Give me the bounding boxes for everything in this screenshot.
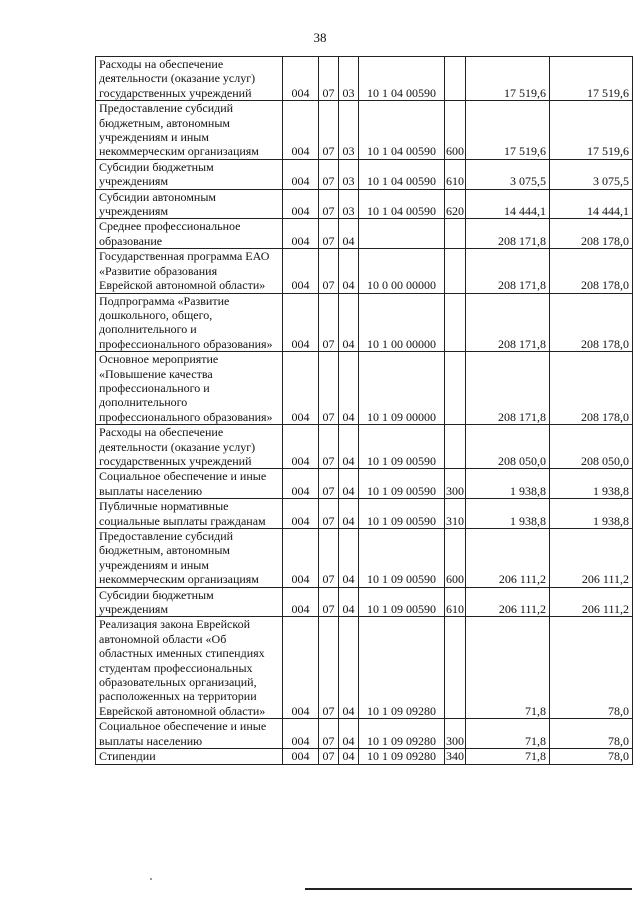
expense-type-cell: 340 [446, 749, 464, 764]
amount-year2-cell: 208 178,0 [550, 249, 633, 293]
expense-type-cell: 600 [445, 529, 466, 588]
target-article-cell: 10 1 09 00590 [359, 499, 445, 529]
amount-year2-cell: 1 938,8 [550, 469, 633, 499]
row-name-cell: Субсидии бюджетным учреждениям [96, 587, 283, 617]
subsection-code-cell: 03 [339, 159, 359, 189]
ministry-code-cell: 004 [283, 617, 319, 719]
amount-year1-cell: 208 171,8 [466, 293, 550, 352]
amount-year2-cell: 78,0 [550, 749, 633, 764]
amount-year1-cell: 17 519,6 [466, 57, 550, 101]
expense-type-cell: 300 [445, 719, 466, 749]
amount-year1-cell: 17 519,6 [466, 101, 550, 160]
page-number: 38 [313, 30, 327, 45]
expense-type-cell: 620 [445, 189, 466, 219]
table-row [96, 749, 633, 764]
amount-year2-cell: 78,0 [550, 719, 633, 749]
amount-year2-cell: 78,0 [550, 617, 633, 719]
section-code-cell: 07 [319, 587, 339, 617]
section-code-cell: 07 [319, 219, 339, 249]
subsection-code-cell: 03 [339, 101, 359, 160]
section-code-cell: 07 [319, 57, 339, 101]
row-name-cell: Среднее профессиональное образование [96, 219, 283, 249]
amount-year1-cell: 1 938,8 [466, 499, 550, 529]
expense-type-cell [445, 425, 466, 469]
budget-table [95, 56, 633, 765]
target-article-cell [359, 219, 445, 249]
target-article-cell: 10 1 09 09280 [359, 719, 445, 749]
ministry-code-cell: 004 [283, 57, 319, 101]
amount-year1-cell: 208 171,8 [466, 219, 550, 249]
subsection-code-cell: 04 [339, 425, 359, 469]
table-row [96, 101, 633, 160]
ministry-code-cell: 004 [283, 101, 319, 160]
ministry-code-cell: 004 [283, 189, 319, 219]
amount-year1-cell: 14 444,1 [466, 189, 550, 219]
expense-type-cell [445, 57, 466, 101]
expense-type-cell: 610 [445, 159, 466, 189]
ministry-code-cell: 004 [283, 249, 319, 293]
amount-year2-cell: 208 178,0 [550, 219, 633, 249]
amount-year1-cell: 3 075,5 [466, 159, 550, 189]
amount-year1-cell: 206 111,2 [466, 587, 550, 617]
amount-year1-cell: 71,8 [466, 719, 550, 749]
subsection-code-cell: 04 [339, 749, 359, 764]
expense-type-cell [445, 352, 466, 425]
row-name-cell: Субсидии бюджетным учреждениям [96, 159, 283, 189]
subsection-code-cell: 04 [339, 529, 359, 588]
amount-year1-cell: 208 050,0 [466, 425, 550, 469]
row-name-cell: Основное мероприятие «Повышение качества профессионального и дополнительного профессионального образования» [96, 352, 283, 425]
row-name-cell: Подпрограмма «Развитие дошкольного, общего, дополнительного и профессионального образования» [96, 293, 283, 352]
amount-year2-cell: 17 519,6 [550, 57, 633, 101]
section-code-cell: 07 [319, 469, 339, 499]
subsection-code-cell: 04 [339, 469, 359, 499]
table-row [96, 425, 633, 469]
ministry-code-cell: 004 [283, 719, 319, 749]
amount-year2-cell: 208 178,0 [550, 293, 633, 352]
amount-year2-cell: 208 050,0 [550, 425, 633, 469]
target-article-cell: 10 1 09 09280 [359, 617, 445, 719]
amount-year2-cell: 208 178,0 [550, 352, 633, 425]
table-row [96, 719, 633, 749]
expense-type-cell: 610 [445, 587, 466, 617]
section-code-cell: 07 [319, 101, 339, 160]
subsection-code-cell: 04 [339, 499, 359, 529]
table-row [96, 352, 633, 425]
subsection-code-cell: 03 [339, 57, 359, 101]
expense-type-cell: 600 [445, 101, 466, 160]
target-article-cell: 10 1 04 00590 [359, 159, 445, 189]
table-row [96, 249, 633, 293]
amount-year1-cell: 208 171,8 [466, 352, 550, 425]
target-article-cell: 10 1 04 00590 [359, 189, 445, 219]
amount-year1-cell: 206 111,2 [466, 529, 550, 588]
table-row [96, 189, 633, 219]
row-name-cell: Стипендии [96, 749, 283, 764]
section-code-cell: 07 [319, 499, 339, 529]
ministry-code-cell: 004 [283, 159, 319, 189]
section-code-cell: 07 [319, 189, 339, 219]
amount-year1-cell: 208 171,8 [466, 249, 550, 293]
amount-year1-cell: 71,8 [466, 749, 550, 764]
row-name-cell: Социальное обеспечение и иные выплаты населению [96, 719, 283, 749]
expense-type-cell [445, 293, 466, 352]
ministry-code-cell: 004 [283, 219, 319, 249]
amount-year2-cell: 206 111,2 [550, 587, 633, 617]
row-name-cell: Расходы на обеспечение деятельности (оказание услуг) государственных учреждений [96, 425, 283, 469]
section-code-cell: 07 [319, 159, 339, 189]
expense-type-cell [445, 219, 466, 249]
table-row [96, 293, 633, 352]
amount-year1-cell: 1 938,8 [466, 469, 550, 499]
ministry-code-cell: 004 [283, 587, 319, 617]
row-name-cell: Предоставление субсидий бюджетным, автономным учреждениям и иным некоммерческим организациям [96, 101, 283, 160]
subsection-code-cell: 04 [339, 293, 359, 352]
ministry-code-cell: 004 [283, 469, 319, 499]
target-article-cell: 10 1 09 00000 [359, 352, 445, 425]
table-row [96, 469, 633, 499]
amount-year2-cell: 1 938,8 [550, 499, 633, 529]
section-code-cell: 07 [319, 749, 339, 764]
section-code-cell: 07 [319, 425, 339, 469]
subsection-code-cell: 04 [339, 719, 359, 749]
row-name-cell: Социальное обеспечение и иные выплаты населению [96, 469, 283, 499]
section-code-cell: 07 [319, 719, 339, 749]
target-article-cell: 10 1 00 00000 [359, 293, 445, 352]
table-row [96, 159, 633, 189]
table-row [96, 219, 633, 249]
subsection-code-cell: 04 [339, 587, 359, 617]
ministry-code-cell: 004 [283, 529, 319, 588]
expense-type-cell: 300 [445, 469, 466, 499]
section-code-cell: 07 [319, 617, 339, 719]
ministry-code-cell: 004 [283, 293, 319, 352]
expense-type-cell [445, 617, 466, 719]
footer-rule [305, 888, 632, 890]
target-article-cell: 10 0 00 00000 [359, 249, 445, 293]
ministry-code-cell: 004 [283, 499, 319, 529]
row-name-cell: Субсидии автономным учреждениям [96, 189, 283, 219]
amount-year1-cell: 71,8 [466, 617, 550, 719]
row-name-cell: Реализация закона Еврейской автономной области «Об областных именных стипендиях студентам профессиональных образовательных организаций, расположенных на территории Еврейской автономной области» [96, 617, 283, 719]
ministry-code-cell: 004 [283, 352, 319, 425]
target-article-cell: 10 1 04 00590 [359, 101, 445, 160]
target-article-cell: 10 1 09 00590 [359, 587, 445, 617]
row-name-cell: Публичные нормативные социальные выплаты гражданам [96, 499, 283, 529]
row-name-cell: Государственная программа ЕАО «Развитие образования Еврейской автономной области» [96, 249, 283, 293]
table-row [96, 529, 633, 588]
section-code-cell: 07 [319, 293, 339, 352]
subsection-code-cell: 04 [339, 249, 359, 293]
target-article-cell: 10 1 09 00590 [359, 425, 445, 469]
subsection-code-cell: 04 [339, 352, 359, 425]
ministry-code-cell: 004 [283, 749, 319, 764]
expense-type-cell: 310 [445, 499, 466, 529]
target-article-cell: 10 1 09 00590 [359, 529, 445, 588]
budget-table-body [96, 57, 633, 765]
section-code-cell: 07 [319, 249, 339, 293]
table-row [96, 57, 633, 101]
subsection-code-cell: 04 [339, 219, 359, 249]
amount-year2-cell: 206 111,2 [550, 529, 633, 588]
expense-type-cell [445, 249, 466, 293]
scan-speck [150, 878, 152, 880]
table-row [96, 617, 633, 719]
amount-year2-cell: 17 519,6 [550, 101, 633, 160]
row-name-cell: Расходы на обеспечение деятельности (оказание услуг) государственных учреждений [96, 57, 283, 101]
section-code-cell: 07 [319, 529, 339, 588]
subsection-code-cell: 04 [339, 617, 359, 719]
target-article-cell: 10 1 09 00590 [359, 469, 445, 499]
amount-year2-cell: 14 444,1 [550, 189, 633, 219]
ministry-code-cell: 004 [283, 425, 319, 469]
subsection-code-cell: 03 [339, 189, 359, 219]
row-name-cell: Предоставление субсидий бюджетным, автономным учреждениям и иным некоммерческим организациям [96, 529, 283, 588]
section-code-cell: 07 [319, 352, 339, 425]
target-article-cell: 10 1 09 09280 [359, 749, 445, 764]
table-row [96, 587, 633, 617]
amount-year2-cell: 3 075,5 [550, 159, 633, 189]
table-row [96, 499, 633, 529]
target-article-cell: 10 1 04 00590 [359, 57, 445, 101]
